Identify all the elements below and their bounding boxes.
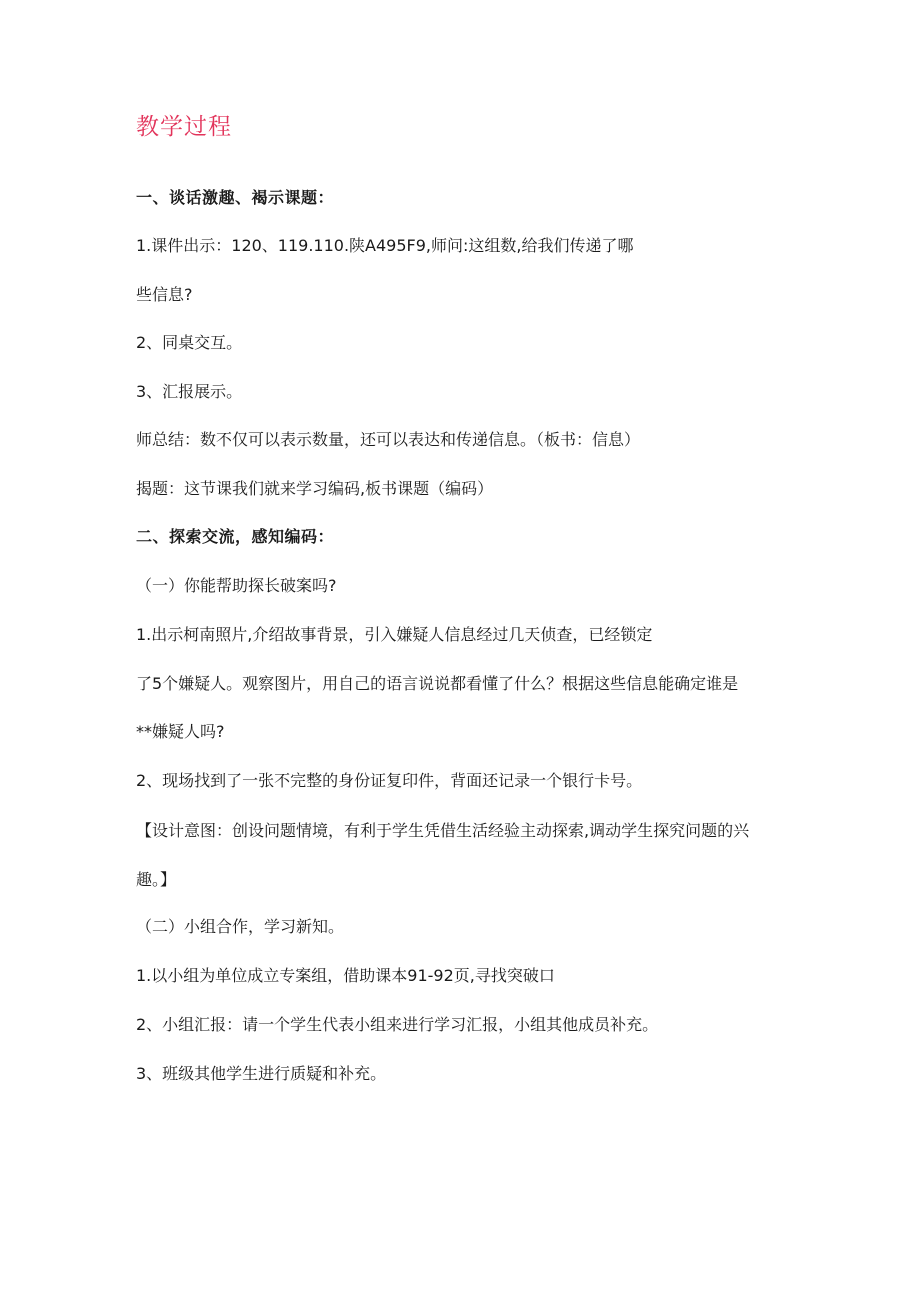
paragraph-line: 1.课件出示：120、119.110.陕A495F9,师问:这组数,给我们传递了哪 <box>136 236 634 255</box>
paragraph-line: 揭题：这节课我们就来学习编码,板书课题（编码） <box>136 479 494 498</box>
design-intent-line: 【设计意图：创设问题情境，有利于学生凭借生活经验主动探索,调动学生探究问题的兴 <box>136 821 750 840</box>
paragraph-line: 1.出示柯南照片,介绍故事背景，引入嫌疑人信息经过几天侦查，已经锁定 <box>136 625 653 644</box>
paragraph-line: 些信息? <box>136 285 193 304</box>
page-title: 教学过程 <box>136 114 232 140</box>
section-heading-1: 一、谈话激趣、褐示课题： <box>136 188 335 207</box>
paragraph-line: 1.以小组为单位成立专案组，借助课本91-92页,寻找突破口 <box>136 966 555 985</box>
design-intent-line: 趣。】 <box>136 870 177 889</box>
paragraph-line: 2、现场找到了一张不完整的身份证复印件，背面还记录一个银行卡号。 <box>136 771 643 790</box>
paragraph-line: 3、汇报展示。 <box>136 382 243 401</box>
subsection-heading: （一）你能帮助探长破案吗? <box>136 576 337 595</box>
paragraph-line: **嫌疑人吗? <box>136 722 225 741</box>
subsection-heading: （二）小组合作，学习新知。 <box>136 917 345 936</box>
section-heading-2: 二、探索交流，感知编码： <box>136 527 335 546</box>
paragraph-line: 了5个嫌疑人。观察图片，用自己的语言说说都看懂了什么？根据这些信息能确定谁是 <box>136 674 739 693</box>
paragraph-line: 3、班级其他学生进行质疑和补充。 <box>136 1064 387 1083</box>
paragraph-line: 2、小组汇报：请一个学生代表小组来进行学习汇报，小组其他成员补充。 <box>136 1015 659 1034</box>
paragraph-line: 师总结：数不仅可以表示数量，还可以表达和传递信息。（板书：信息） <box>136 430 641 449</box>
paragraph-line: 2、同桌交互。 <box>136 333 243 352</box>
